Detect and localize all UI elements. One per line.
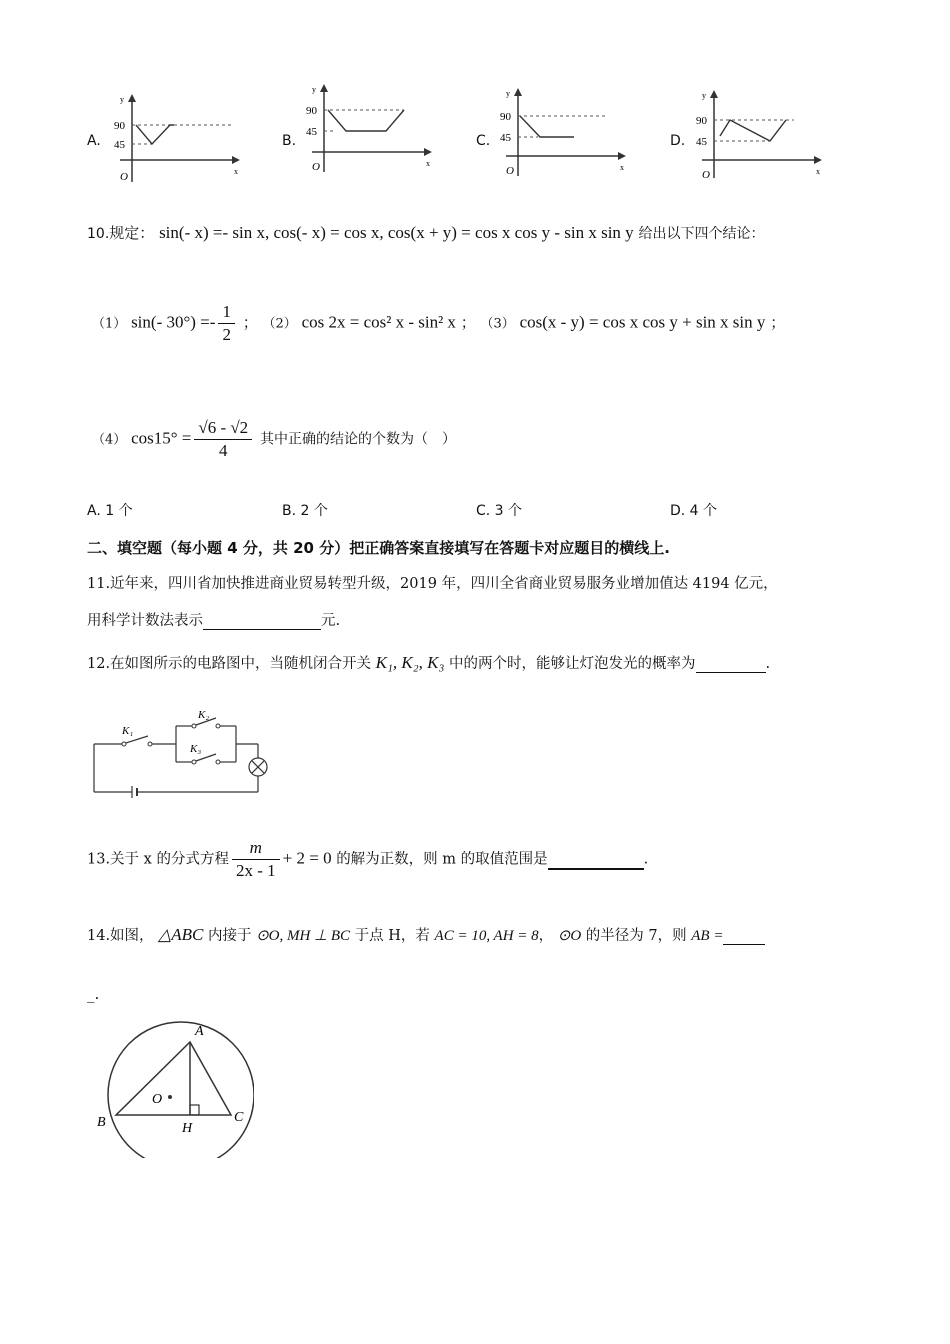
q13-answer-blank[interactable] [548,852,644,870]
svg-text:O: O [312,161,320,173]
q14-answer-blank[interactable] [723,928,765,945]
q13-fraction [232,838,280,881]
q10-c1-label: （1） [92,316,127,332]
q10-prefix: 规定： [109,224,155,242]
svg-text:45: 45 [696,136,707,148]
q12-switches: K₁, K₂, K₃ [375,653,445,672]
q14-ask: AB = [691,928,724,944]
q9-option-b-label[interactable]: B. [282,133,297,149]
q14-tail: _. [87,985,100,1003]
q10-sep3: ； [770,313,786,332]
q10-c4-line [92,418,456,461]
svg-text:x: x [234,167,238,176]
q12-circuit-diagram [86,708,276,800]
q10-c4-denominator: 4 [219,441,228,460]
q14-text-b: 内接于 [207,928,252,944]
q9-option-b-graph [304,82,434,177]
q9-option-c-graph [498,86,628,181]
q12-text-c: . [765,656,771,672]
svg-text:y: y [120,95,124,104]
svg-text:H: H [182,1121,193,1136]
q10-c4-question: 其中正确的结论的个数为（ ） [259,431,456,448]
q10-rule: sin(- x) =- sin x, cos(- x) = cos x, cos(x + y) = cos x cos y - sin x sin y [159,223,634,242]
q10-c3-label: （3） [480,316,515,332]
q10-suffix: 给出以下四个结论： [638,226,765,242]
svg-text:45: 45 [114,139,125,151]
svg-text:y: y [312,85,316,94]
svg-text:O: O [702,169,710,181]
q11-line2-b: 元. [321,613,341,629]
svg-text:K₁: K₁ [122,725,134,737]
svg-text:90: 90 [114,120,125,132]
circumcircle [108,1022,254,1158]
q11-line2 [87,609,340,630]
q10-rule-line [87,222,764,243]
q12-line [87,652,770,673]
svg-text:y: y [702,91,706,100]
svg-text:45: 45 [306,126,317,138]
q9-option-a-graph [112,92,242,187]
q9-option-a-label[interactable]: A. [87,133,101,149]
svg-text:x: x [816,167,820,176]
q10-c4-label: （4） [92,432,127,448]
svg-text:x: x [620,163,624,172]
q9-option-c-label[interactable]: C. [476,133,491,149]
svg-text:K₂: K₂ [198,709,210,721]
k3-switch-blade [196,754,216,761]
q9-option-d-graph [694,88,824,183]
svg-text:A: A [195,1024,204,1039]
svg-text:O: O [506,165,514,177]
q10-conclusions-line [92,302,785,345]
q14-text-c: 于点 H，若 [354,928,430,944]
svg-text:C: C [234,1110,244,1125]
triangle-abc [116,1042,231,1115]
q10-c3-expr: cos(x - y) = cos x cos y + sin x sin y [519,312,766,332]
q10-number: 10. [87,226,110,242]
svg-text:90: 90 [500,111,511,123]
q10-c1-denominator: 2 [222,325,231,344]
q10-sep1: ； [242,313,258,332]
q10-c1-lhs: sin(- 30°) =- [131,312,216,332]
q14-text-a: 14.如图， [87,928,154,944]
q14-comma: ， [538,928,554,944]
q13-text-c: . [643,851,649,868]
q11-answer-blank[interactable] [203,613,321,630]
q12-answer-blank[interactable] [696,656,766,673]
q10-choice-a[interactable]: A. 1 个 [87,503,133,519]
svg-text:45: 45 [500,132,511,144]
svg-text:O: O [152,1092,163,1107]
q12-text-a: 12.在如图所示的电路图中，当随机闭合开关 [87,656,372,672]
q14-text-d: 的半径为 7，则 [585,928,687,944]
right-angle-mark [190,1105,199,1115]
q13-rhs: + 2 = 0 [282,848,332,868]
q10-c2-label: （2） [262,316,297,332]
svg-text:90: 90 [306,105,317,117]
section2-title: 二、填空题（每小题 4 分，共 20 分）把正确答案直接填写在答题卡对应题目的横线上. [87,539,670,557]
q13-text-b: 的解为正数，则 m 的取值范围是 [336,851,548,868]
q14-circle-relation: ⊙O, MH ⊥ BC [256,928,351,944]
q12-text-b: 中的两个时，能够让灯泡发光的概率为 [449,656,696,672]
q13-denominator: 2x - 1 [235,861,276,880]
q10-choice-c[interactable]: C. 3 个 [476,503,523,519]
q10-c4-fraction [194,418,252,461]
q10-choice-b[interactable]: B. 2 个 [282,503,328,519]
svg-text:K₃: K₃ [190,743,202,755]
q11-line1: 11.近年来，四川省加快推进商业贸易转型升级，2019 年，四川全省商业贸易服务业增加值达 4194 亿元， [87,576,778,592]
q10-c4-lhs: cos15° = [131,428,192,448]
q10-c1-numerator: 1 [218,302,235,324]
q14-circle: ⊙O [557,928,582,944]
svg-text:y: y [506,89,510,98]
q13-line [87,838,648,881]
q14-geometry-figure [94,1018,254,1158]
q10-sep2: ； [460,313,476,332]
svg-text:O: O [120,171,128,183]
center-point [168,1095,172,1099]
q10-choice-d[interactable]: D. 4 个 [670,503,718,519]
q10-c1-fraction [218,302,235,345]
k1-switch-blade [126,736,148,743]
q14-given: AC = 10, AH = 8 [434,928,539,944]
q13-text-a: 13.关于 x 的分式方程 [87,851,229,868]
svg-text:90: 90 [696,115,707,127]
q10-c2-expr: cos 2x = cos² x - sin² x [301,312,456,332]
q14-triangle: △ABC [158,925,204,944]
q14-line [87,924,765,945]
q11-line2-a: 用科学计数法表示 [87,613,203,629]
svg-text:B: B [97,1115,106,1130]
q10-c4-numerator: √6 - √2 [194,418,252,440]
svg-text:x: x [426,159,430,168]
q13-numerator: m [232,838,280,860]
q9-option-d-label[interactable]: D. [670,133,686,149]
